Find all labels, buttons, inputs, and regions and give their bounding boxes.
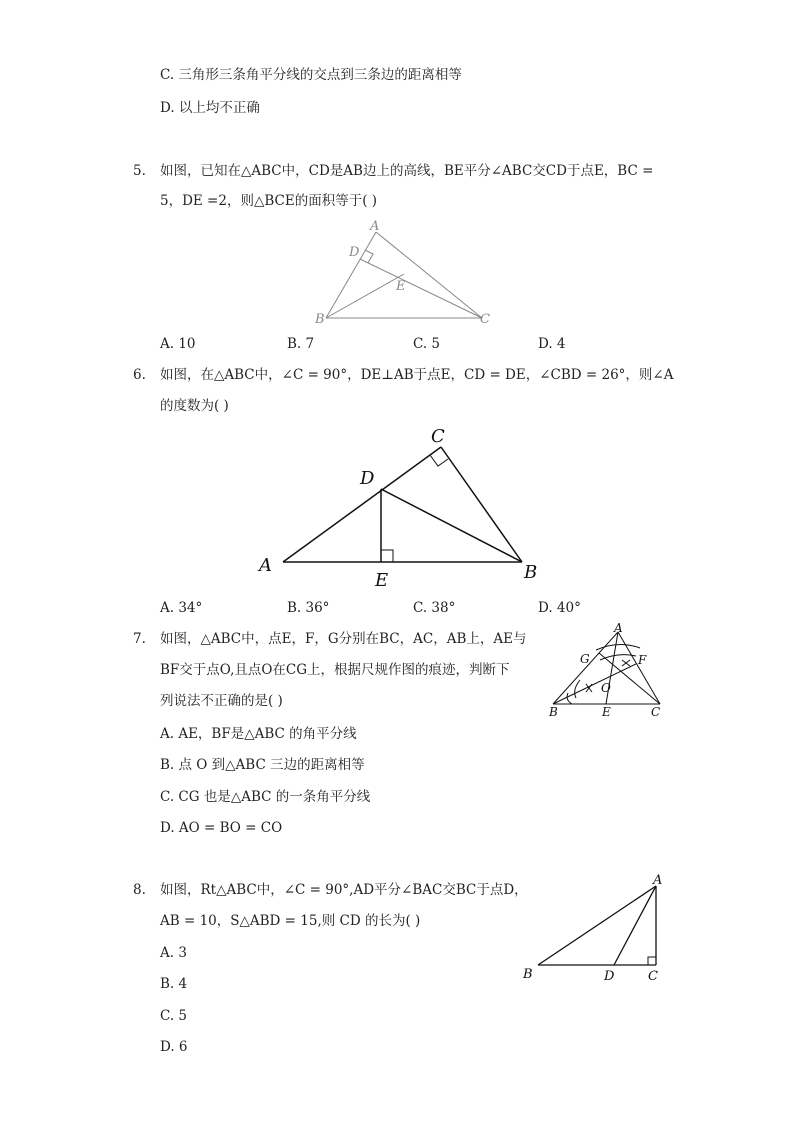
label-d: D: [349, 245, 360, 260]
option-d: D. 6: [160, 1039, 188, 1055]
option-c: C. CG 也是△ABC 的一条角平分线: [160, 789, 371, 805]
option-c: C. 三角形三条角平分线的交点到三条边的距离相等: [160, 67, 462, 83]
label-a: A: [370, 219, 380, 234]
question-text: 如图，已知在△ABC中，CD是AB边上的高线，BE平分∠ABC交CD于点E，BC =: [160, 163, 654, 179]
question-number: 6.: [133, 367, 146, 383]
label-b: B: [523, 967, 533, 982]
question-number: 8.: [133, 882, 146, 898]
label-a: A: [653, 873, 663, 888]
option-d: D. 4: [538, 336, 566, 352]
side-ab: [538, 886, 656, 965]
question-text: 的度数为( ): [160, 398, 229, 414]
label-c: C: [431, 426, 445, 447]
bisector-ad: [614, 886, 656, 965]
label-f: F: [638, 653, 647, 667]
question-text: 如图，在△ABC中，∠C = 90°，DE⊥AB于点E，CD = DE，∠CBD = 26°，则∠A: [160, 367, 674, 383]
label-c: C: [480, 312, 490, 327]
label-b: B: [524, 562, 538, 583]
option-c: C. 5: [160, 1008, 188, 1024]
question-text: BF交于点O,且点O在CG上，根据尺规作图的痕迹，判断下: [160, 662, 510, 678]
label-c: C: [648, 969, 658, 984]
option-a: A. 34°: [160, 600, 203, 616]
question-number: 7.: [133, 631, 146, 647]
option-d: D. 40°: [538, 600, 581, 616]
label-d: D: [360, 468, 375, 489]
question-text: AB = 10，S△ABD = 15,则 CD 的长为( ): [160, 913, 421, 929]
option-a: A. AE，BF是△ABC 的角平分线: [160, 726, 357, 742]
label-e: E: [396, 279, 406, 294]
question-number: 5.: [133, 163, 146, 179]
label-b: B: [315, 312, 325, 327]
label-a: A: [259, 555, 272, 576]
option-b: B. 7: [287, 336, 315, 352]
option-b: B. 36°: [287, 600, 330, 616]
label-b: B: [549, 705, 558, 719]
option-b: B. 4: [160, 976, 188, 992]
question-text: 5，DE =2，则△BCE的面积等于( ): [160, 193, 378, 209]
option-d: D. AO = BO = CO: [160, 820, 283, 836]
option-c: C. 5: [413, 336, 441, 352]
question-text: 列说法不正确的是( ): [160, 693, 283, 709]
label-e: E: [375, 570, 389, 591]
option-d: D. 以上均不正确: [160, 100, 260, 116]
label-d: D: [604, 969, 615, 984]
label-g: G: [580, 652, 590, 666]
question-text: 如图，Rt△ABC中，∠C = 90°,AD平分∠BAC交BC于点D，: [160, 882, 528, 898]
label-o: O: [601, 681, 611, 695]
option-b: B. 点 O 到△ABC 三边的距离相等: [160, 757, 365, 773]
option-a: A. 10: [160, 336, 196, 352]
label-c: C: [651, 705, 661, 719]
right-angle-c: [648, 957, 656, 965]
label-e: E: [602, 705, 611, 719]
question-text: 如图，△ABC中，点E，F，G分别在BC，AC，AB上，AE与: [160, 631, 527, 647]
option-a: A. 3: [160, 945, 187, 961]
label-a: A: [614, 621, 623, 635]
option-c: C. 38°: [413, 600, 456, 616]
